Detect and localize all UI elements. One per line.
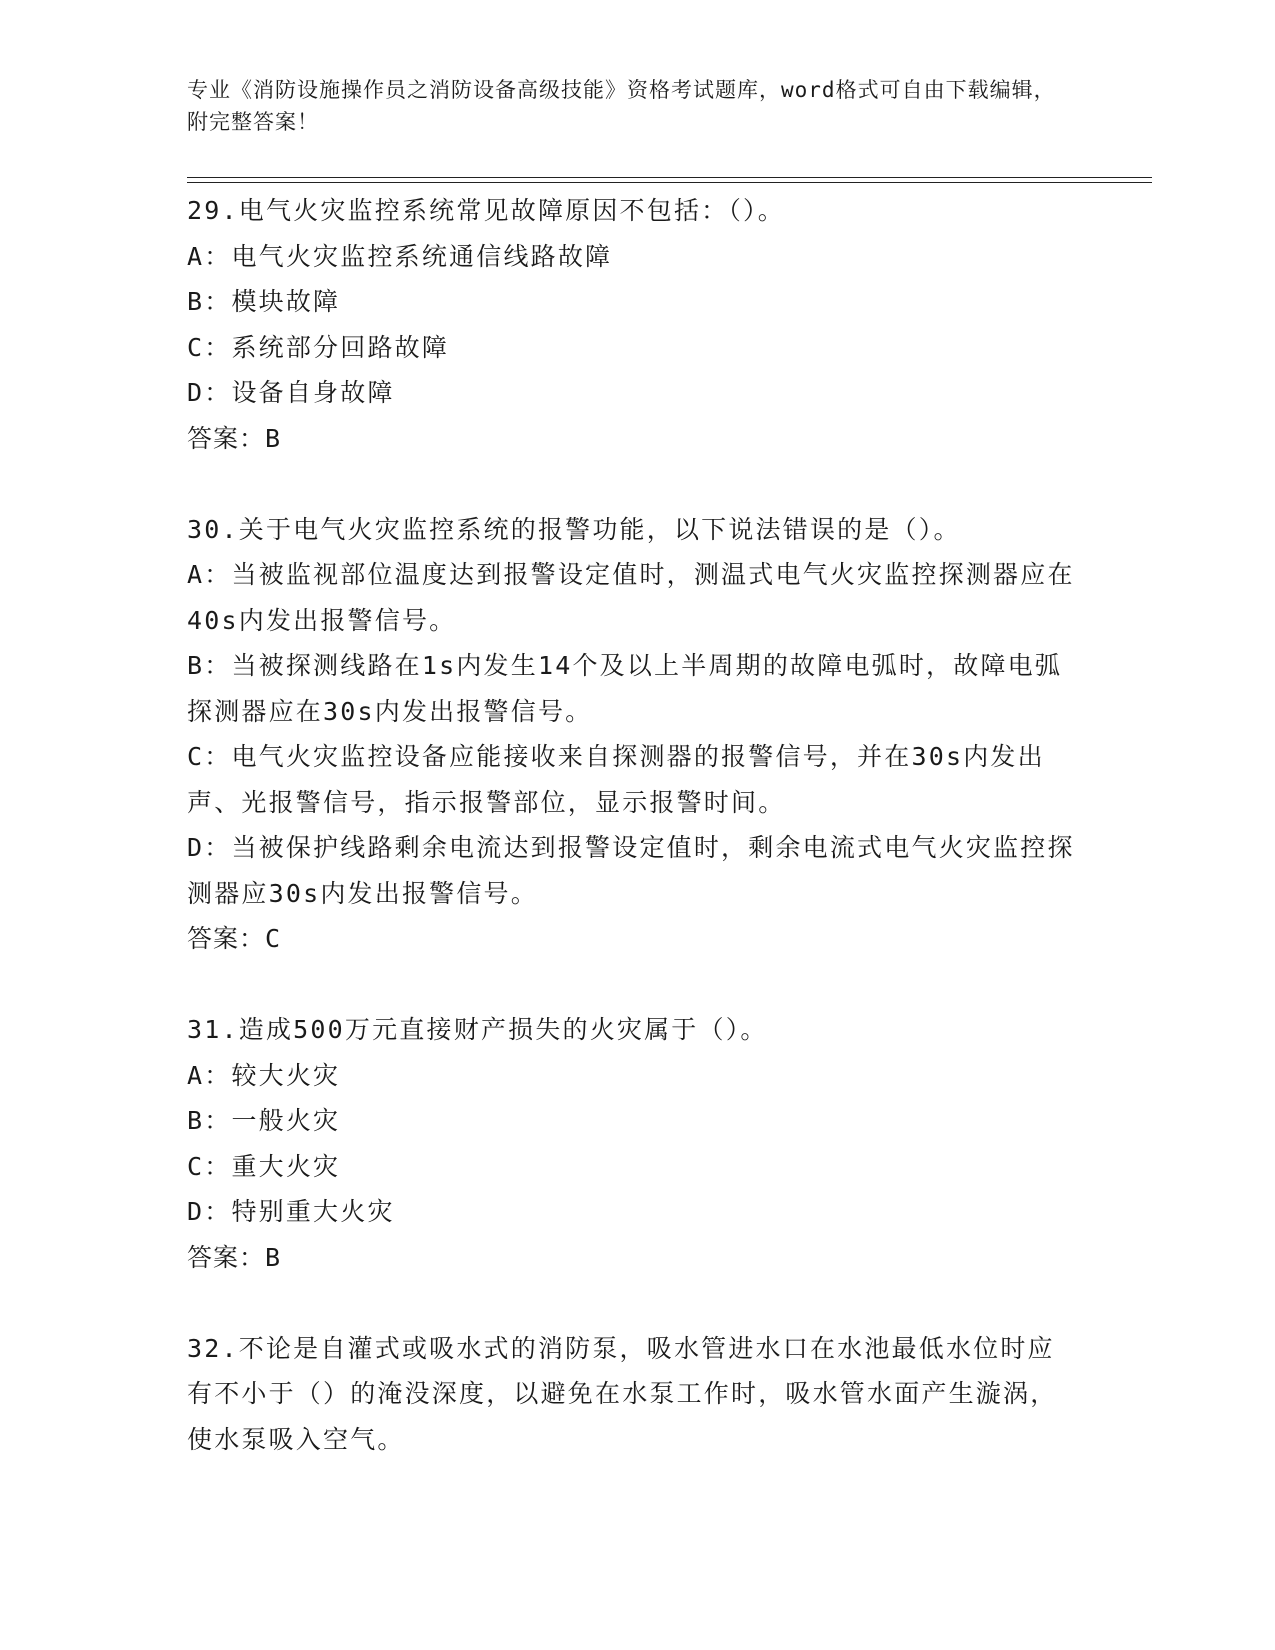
option-c: C：系统部分回路故障 bbox=[187, 332, 450, 362]
header-divider-top bbox=[187, 177, 1152, 178]
question-29 bbox=[187, 188, 1077, 461]
answer-text: 答案：B bbox=[187, 1242, 282, 1272]
answer-text: 答案：C bbox=[187, 924, 282, 953]
question-32 bbox=[187, 1326, 1077, 1463]
option-c: C：电气火灾监控设备应能接收来自探测器的报警信号，并在30s内发出声、光报警信号，指示报警部位，显示报警时间。 bbox=[187, 742, 1045, 817]
question-stem: 32.不论是自灌式或吸水式的消防泵，吸水管进水口在水池最低水位时应有不小于（）的淹没深度，以避免在水泵工作时，吸水管水面产生漩涡，使水泵吸入空气。 bbox=[187, 1333, 1058, 1454]
document-header: 专业《消防设施操作员之消防设备高级技能》资格考试题库，word格式可自由下载编辑，附完整答案！ bbox=[187, 78, 1056, 134]
option-a: A：电气火灾监控系统通信线路故障 bbox=[187, 241, 613, 271]
option-d: D：设备自身故障 bbox=[187, 378, 395, 407]
answer-text: 答案：B bbox=[187, 423, 282, 453]
option-d: D：特别重大火灾 bbox=[187, 1197, 395, 1226]
spacer bbox=[187, 461, 1077, 507]
spacer bbox=[187, 962, 1077, 1008]
question-stem: 31.造成500万元直接财产损失的火灾属于（）。 bbox=[187, 1015, 768, 1044]
header-divider-bottom bbox=[187, 182, 1152, 183]
question-30 bbox=[187, 507, 1077, 962]
spacer bbox=[187, 1280, 1077, 1326]
question-31 bbox=[187, 1007, 1077, 1280]
option-d: D：当被保护线路剩余电流达到报警设定值时，剩余电流式电气火灾监控探测器应30s内发出报警信号。 bbox=[187, 833, 1075, 908]
option-a: A：较大火灾 bbox=[187, 1060, 341, 1090]
question-list bbox=[187, 188, 1077, 1462]
option-b: B：当被探测线路在1s内发生14个及以上半周期的故障电弧时，故障电弧探测器应在30s内发出报警信号。 bbox=[187, 651, 1063, 726]
option-c: C：重大火灾 bbox=[187, 1151, 341, 1181]
option-b: B：一般火灾 bbox=[187, 1106, 341, 1135]
option-a: A：当被监视部位温度达到报警设定值时，测温式电气火灾监控探测器应在40s内发出报警信号。 bbox=[187, 560, 1075, 635]
option-b: B：模块故障 bbox=[187, 287, 341, 316]
question-stem: 30.关于电气火灾监控系统的报警功能，以下说法错误的是（）。 bbox=[187, 514, 961, 544]
question-stem: 29.电气火灾监控系统常见故障原因不包括：（）。 bbox=[187, 196, 785, 225]
